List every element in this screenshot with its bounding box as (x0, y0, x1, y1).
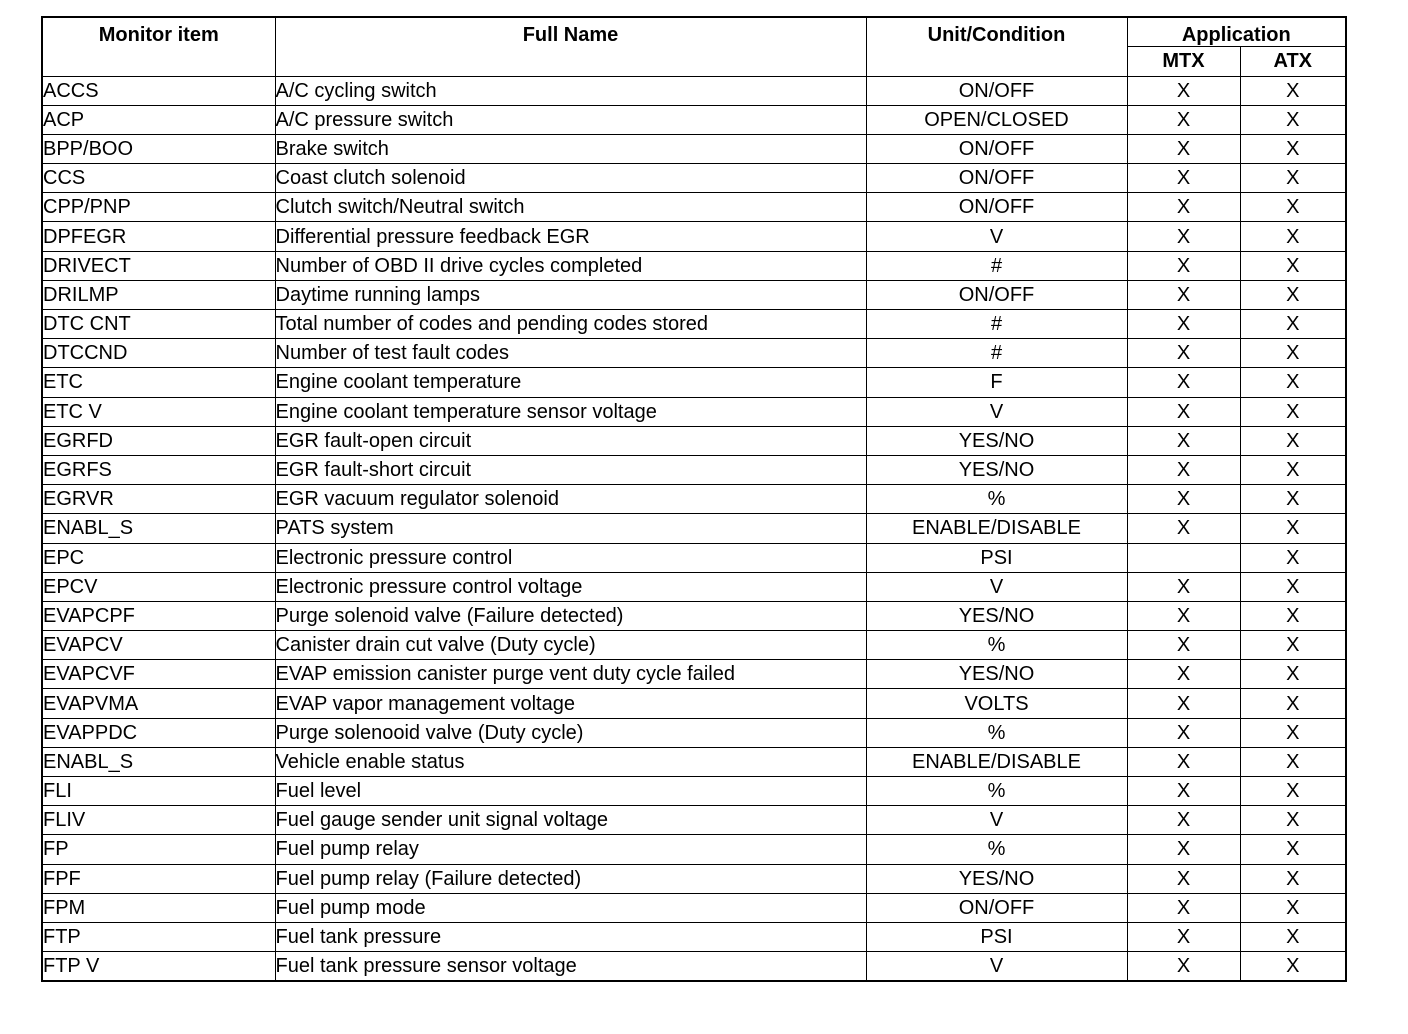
monitor-item-cell: DTCCND (42, 339, 275, 368)
table-row (42, 514, 1346, 543)
monitor-item-cell: EVAPVMA (42, 689, 275, 718)
table-row (42, 397, 1346, 426)
mtx-application-cell: X (1127, 572, 1240, 601)
monitor-item-cell: ACP (42, 105, 275, 134)
mtx-application-cell: X (1127, 922, 1240, 951)
table-row (42, 631, 1346, 660)
monitor-item-table (41, 16, 1347, 982)
atx-application-cell: X (1240, 105, 1346, 134)
unit-condition-cell: V (866, 572, 1127, 601)
full-name-cell: Number of test fault codes (275, 339, 866, 368)
unit-condition-cell: % (866, 718, 1127, 747)
table-row (42, 455, 1346, 484)
full-name-cell: EGR fault-open circuit (275, 426, 866, 455)
table-row (42, 777, 1346, 806)
full-name-cell: Fuel pump mode (275, 893, 866, 922)
unit-condition-cell: V (866, 222, 1127, 251)
monitor-item-cell: BPP/BOO (42, 134, 275, 163)
table-row (42, 222, 1346, 251)
atx-application-cell: X (1240, 864, 1346, 893)
table-row (42, 105, 1346, 134)
atx-application-cell: X (1240, 455, 1346, 484)
mtx-application-cell: X (1127, 251, 1240, 280)
mtx-application-cell: X (1127, 105, 1240, 134)
full-name-cell: Canister drain cut valve (Duty cycle) (275, 631, 866, 660)
full-name-cell: Total number of codes and pending codes stored (275, 310, 866, 339)
full-name-cell: Vehicle enable status (275, 747, 866, 776)
mtx-application-cell: X (1127, 777, 1240, 806)
unit-condition-cell: ON/OFF (866, 280, 1127, 309)
header-full-name: Full Name (275, 17, 866, 76)
mtx-application-cell: X (1127, 193, 1240, 222)
full-name-cell: A/C cycling switch (275, 76, 866, 105)
unit-condition-cell: ENABLE/DISABLE (866, 514, 1127, 543)
table-row (42, 76, 1346, 105)
table-row (42, 718, 1346, 747)
monitor-item-cell: FP (42, 835, 275, 864)
atx-application-cell: X (1240, 660, 1346, 689)
unit-condition-cell: YES/NO (866, 660, 1127, 689)
table-row (42, 426, 1346, 455)
full-name-cell: Coast clutch solenoid (275, 164, 866, 193)
atx-application-cell: X (1240, 222, 1346, 251)
monitor-item-cell: EGRFS (42, 455, 275, 484)
atx-application-cell: X (1240, 689, 1346, 718)
mtx-application-cell: X (1127, 222, 1240, 251)
table-row (42, 251, 1346, 280)
unit-condition-cell: V (866, 397, 1127, 426)
mtx-application-cell: X (1127, 660, 1240, 689)
atx-application-cell: X (1240, 601, 1346, 630)
atx-application-cell: X (1240, 922, 1346, 951)
monitor-item-cell: EVAPCVF (42, 660, 275, 689)
unit-condition-cell: F (866, 368, 1127, 397)
mtx-application-cell: X (1127, 864, 1240, 893)
full-name-cell: PATS system (275, 514, 866, 543)
full-name-cell: Brake switch (275, 134, 866, 163)
monitor-item-cell: CPP/PNP (42, 193, 275, 222)
monitor-item-cell: DRILMP (42, 280, 275, 309)
table-row (42, 280, 1346, 309)
full-name-cell: Fuel level (275, 777, 866, 806)
unit-condition-cell: % (866, 631, 1127, 660)
full-name-cell: Fuel gauge sender unit signal voltage (275, 806, 866, 835)
monitor-item-cell: FPM (42, 893, 275, 922)
full-name-cell: Engine coolant temperature (275, 368, 866, 397)
table-row (42, 572, 1346, 601)
header-atx: ATX (1240, 47, 1346, 76)
full-name-cell: Fuel pump relay (275, 835, 866, 864)
unit-condition-cell: YES/NO (866, 455, 1127, 484)
atx-application-cell: X (1240, 631, 1346, 660)
full-name-cell: Electronic pressure control (275, 543, 866, 572)
mtx-application-cell: X (1127, 164, 1240, 193)
monitor-item-cell: ACCS (42, 76, 275, 105)
full-name-cell: Daytime running lamps (275, 280, 866, 309)
mtx-application-cell: X (1127, 485, 1240, 514)
mtx-application-cell: X (1127, 280, 1240, 309)
full-name-cell: Differential pressure feedback EGR (275, 222, 866, 251)
unit-condition-cell: ON/OFF (866, 193, 1127, 222)
atx-application-cell: X (1240, 952, 1346, 981)
full-name-cell: Purge solenoid valve (Failure detected) (275, 601, 866, 630)
atx-application-cell: X (1240, 426, 1346, 455)
monitor-item-cell: FTP V (42, 952, 275, 981)
unit-condition-cell: # (866, 339, 1127, 368)
header-monitor-item: Monitor item (42, 17, 275, 76)
mtx-application-cell: X (1127, 747, 1240, 776)
table-row (42, 134, 1346, 163)
full-name-cell: Electronic pressure control voltage (275, 572, 866, 601)
monitor-item-cell: DPFEGR (42, 222, 275, 251)
table-row (42, 660, 1346, 689)
unit-condition-cell: ON/OFF (866, 134, 1127, 163)
monitor-item-cell: DRIVECT (42, 251, 275, 280)
full-name-cell: Purge solenooid valve (Duty cycle) (275, 718, 866, 747)
monitor-item-cell: ENABL_S (42, 514, 275, 543)
table-row (42, 543, 1346, 572)
mtx-application-cell: X (1127, 952, 1240, 981)
unit-condition-cell: ON/OFF (866, 76, 1127, 105)
atx-application-cell: X (1240, 76, 1346, 105)
atx-application-cell: X (1240, 134, 1346, 163)
header-application: Application (1127, 17, 1346, 47)
unit-condition-cell: YES/NO (866, 426, 1127, 455)
full-name-cell: Fuel pump relay (Failure detected) (275, 864, 866, 893)
monitor-item-cell: FLI (42, 777, 275, 806)
atx-application-cell: X (1240, 718, 1346, 747)
unit-condition-cell: PSI (866, 922, 1127, 951)
monitor-item-cell: DTC CNT (42, 310, 275, 339)
monitor-item-cell: EGRFD (42, 426, 275, 455)
mtx-application-cell: X (1127, 134, 1240, 163)
header-mtx: MTX (1127, 47, 1240, 76)
mtx-application-cell: X (1127, 455, 1240, 484)
unit-condition-cell: % (866, 835, 1127, 864)
mtx-application-cell: X (1127, 514, 1240, 543)
mtx-application-cell: X (1127, 310, 1240, 339)
atx-application-cell: X (1240, 339, 1346, 368)
atx-application-cell: X (1240, 514, 1346, 543)
atx-application-cell: X (1240, 543, 1346, 572)
table-row (42, 747, 1346, 776)
table-row (42, 164, 1346, 193)
table-row (42, 485, 1346, 514)
full-name-cell: Engine coolant temperature sensor voltage (275, 397, 866, 426)
table-row (42, 339, 1346, 368)
unit-condition-cell: PSI (866, 543, 1127, 572)
table-row (42, 368, 1346, 397)
table-row (42, 310, 1346, 339)
atx-application-cell: X (1240, 280, 1346, 309)
table-row (42, 893, 1346, 922)
unit-condition-cell: V (866, 952, 1127, 981)
unit-condition-cell: VOLTS (866, 689, 1127, 718)
mtx-application-cell: X (1127, 689, 1240, 718)
monitor-item-cell: CCS (42, 164, 275, 193)
monitor-item-cell: EPC (42, 543, 275, 572)
table-row (42, 806, 1346, 835)
monitor-item-cell: EVAPPDC (42, 718, 275, 747)
unit-condition-cell: % (866, 485, 1127, 514)
monitor-item-cell: FPF (42, 864, 275, 893)
unit-condition-cell: ON/OFF (866, 164, 1127, 193)
mtx-application-cell: X (1127, 835, 1240, 864)
mtx-application-cell: X (1127, 76, 1240, 105)
mtx-application-cell: X (1127, 368, 1240, 397)
table-row (42, 193, 1346, 222)
full-name-cell: Number of OBD II drive cycles completed (275, 251, 866, 280)
full-name-cell: EVAP vapor management voltage (275, 689, 866, 718)
monitor-item-cell: FLIV (42, 806, 275, 835)
atx-application-cell: X (1240, 164, 1346, 193)
monitor-item-cell: EVAPCPF (42, 601, 275, 630)
monitor-item-cell: ETC V (42, 397, 275, 426)
full-name-cell: EGR vacuum regulator solenoid (275, 485, 866, 514)
unit-condition-cell: YES/NO (866, 601, 1127, 630)
unit-condition-cell: OPEN/CLOSED (866, 105, 1127, 134)
unit-condition-cell: % (866, 777, 1127, 806)
mtx-application-cell: X (1127, 601, 1240, 630)
table-body (42, 76, 1346, 981)
monitor-item-cell: EPCV (42, 572, 275, 601)
atx-application-cell: X (1240, 193, 1346, 222)
table-row (42, 952, 1346, 981)
mtx-application-cell: X (1127, 806, 1240, 835)
mtx-application-cell: X (1127, 339, 1240, 368)
atx-application-cell: X (1240, 572, 1346, 601)
table-header (42, 17, 1346, 76)
mtx-application-cell (1127, 543, 1240, 572)
full-name-cell: EGR fault-short circuit (275, 455, 866, 484)
atx-application-cell: X (1240, 747, 1346, 776)
mtx-application-cell: X (1127, 397, 1240, 426)
unit-condition-cell: V (866, 806, 1127, 835)
monitor-item-cell: ENABL_S (42, 747, 275, 776)
monitor-item-cell: EVAPCV (42, 631, 275, 660)
full-name-cell: A/C pressure switch (275, 105, 866, 134)
atx-application-cell: X (1240, 893, 1346, 922)
monitor-item-cell: ETC (42, 368, 275, 397)
atx-application-cell: X (1240, 485, 1346, 514)
table-row (42, 835, 1346, 864)
atx-application-cell: X (1240, 777, 1346, 806)
mtx-application-cell: X (1127, 718, 1240, 747)
table-row (42, 922, 1346, 951)
unit-condition-cell: ENABLE/DISABLE (866, 747, 1127, 776)
header-unit-condition: Unit/Condition (866, 17, 1127, 76)
full-name-cell: Clutch switch/Neutral switch (275, 193, 866, 222)
unit-condition-cell: # (866, 251, 1127, 280)
unit-condition-cell: YES/NO (866, 864, 1127, 893)
unit-condition-cell: # (866, 310, 1127, 339)
monitor-item-cell: FTP (42, 922, 275, 951)
atx-application-cell: X (1240, 397, 1346, 426)
monitor-item-cell: EGRVR (42, 485, 275, 514)
mtx-application-cell: X (1127, 631, 1240, 660)
mtx-application-cell: X (1127, 893, 1240, 922)
mtx-application-cell: X (1127, 426, 1240, 455)
atx-application-cell: X (1240, 806, 1346, 835)
full-name-cell: Fuel tank pressure (275, 922, 866, 951)
atx-application-cell: X (1240, 368, 1346, 397)
table-row (42, 601, 1346, 630)
full-name-cell: EVAP emission canister purge vent duty cycle failed (275, 660, 866, 689)
full-name-cell: Fuel tank pressure sensor voltage (275, 952, 866, 981)
table-row (42, 864, 1346, 893)
unit-condition-cell: ON/OFF (866, 893, 1127, 922)
atx-application-cell: X (1240, 835, 1346, 864)
atx-application-cell: X (1240, 251, 1346, 280)
atx-application-cell: X (1240, 310, 1346, 339)
table-row (42, 689, 1346, 718)
